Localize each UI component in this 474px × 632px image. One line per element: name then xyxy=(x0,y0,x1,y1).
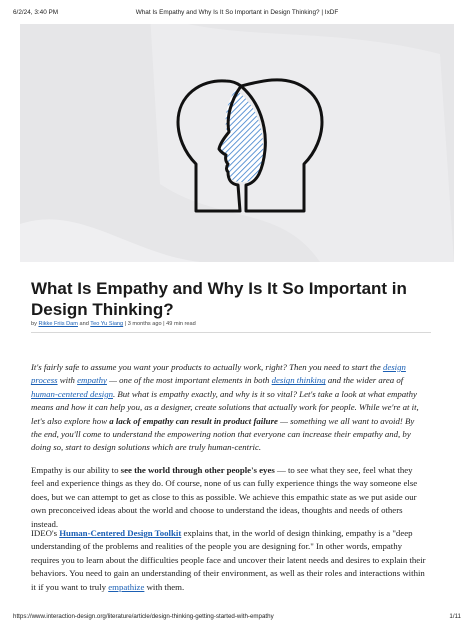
intro-paragraph xyxy=(31,361,427,455)
divider xyxy=(31,332,431,333)
print-header xyxy=(13,9,461,21)
article-title: What Is Empathy and Why Is It So Important in Design Thinking? xyxy=(31,279,407,319)
hero-image xyxy=(20,24,454,262)
link-design-process[interactable]: design process xyxy=(31,362,406,386)
byline-and: and xyxy=(77,321,91,327)
text-run: — to see what they see, feel what they feel and experience things as they do. Of course, none of us can fully experience things the way someone else does, but we can attempt to get as close to this as possible. We achieve this empathic state as we put aside our own preconceived ideas about the world and choose to understand the ideas, thoughts and needs of others instead. xyxy=(31,465,418,529)
byline-meta: | 3 months ago | 49 min read xyxy=(123,321,196,327)
bold-phrase: see the world through other people's eyes xyxy=(120,465,275,475)
print-page-title: What Is Empathy and Why Is It So Important in Design Thinking? | IxDF xyxy=(135,9,339,16)
link-empathy[interactable]: empathy xyxy=(77,375,107,386)
author-link-2[interactable]: Teo Yu Siang xyxy=(90,321,124,327)
text-run: It's fairly safe to assume you want your products to actually work, right? Then you need to start the xyxy=(31,362,383,372)
bold-phrase: a lack of empathy can result in product failure xyxy=(109,415,278,426)
text-run: — something we all want to avoid! By the end, you'll come to understand the empowering notion that everyone can increase their empathy and, by doing so, start to design solutions which are truly human-centric. xyxy=(31,415,415,453)
text-run: explains that, in the world of design thinking, empathy is a "deep understanding of the problems and realities of the people you are designing for." In other words, empathy requires you to learn about the difficulties people face and uncover their latent needs and desires to explain their behaviors. You need to gain an understanding of their environment, as well as their roles and interactions within it if you want to truly xyxy=(31,528,426,592)
text-run: . But what is empathy exactly, and why is it so vital? Let's take a look at what empathy means and how it can help you, as a designer, create solutions that actually work for people. While we're at it, let's also explore how xyxy=(31,388,419,426)
link-hcd-toolkit[interactable]: Human-Centered Design Toolkit xyxy=(59,528,182,538)
author-link-1[interactable]: Rikke Friis Dam xyxy=(38,321,78,327)
text-run: with them. xyxy=(144,581,185,592)
body-paragraph-3 xyxy=(31,527,427,594)
byline xyxy=(31,321,196,327)
print-date: 6/2/24, 3:40 PM xyxy=(13,9,59,16)
link-empathize[interactable]: empathize xyxy=(108,581,145,592)
text-run: IDEO's xyxy=(31,528,60,538)
print-url: https://www.interaction-design.org/literature/article/design-thinking-getting-started-with-empathy xyxy=(13,613,274,620)
print-footer xyxy=(13,613,461,623)
text-run: and the wider area of xyxy=(325,375,404,386)
byline-prefix: by xyxy=(31,321,39,327)
text-run: Empathy is our ability to xyxy=(31,465,121,475)
page-number: 1/11 xyxy=(449,613,461,620)
link-design-thinking[interactable]: design thinking xyxy=(271,375,326,386)
two-heads-empathy-icon xyxy=(20,24,454,262)
body-paragraph-2 xyxy=(31,464,427,531)
link-human-centered-design[interactable]: human-centered design xyxy=(31,388,113,399)
text-run: — one of the most important elements in both xyxy=(106,375,272,386)
text-run: with xyxy=(57,375,78,386)
